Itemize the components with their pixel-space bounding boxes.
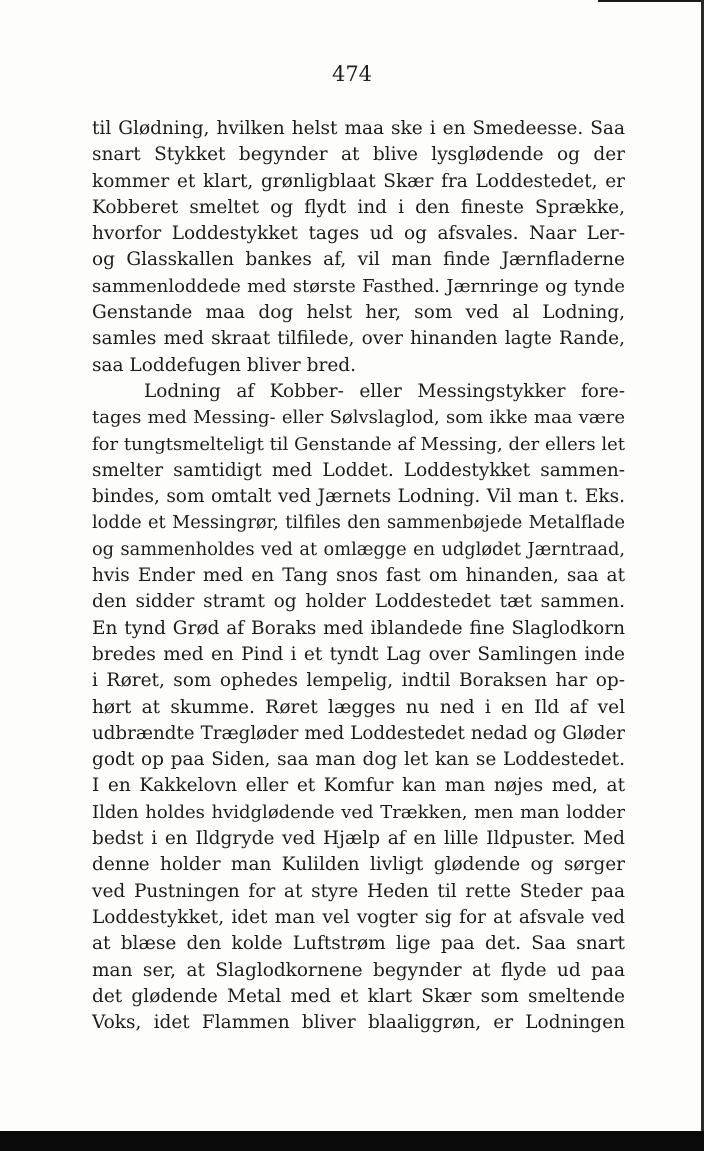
body-text	[92, 116, 625, 1036]
text-line: smelter samtidigt med Loddet. Loddestykket sammen-	[92, 459, 625, 481]
text-line: En tynd Grød af Boraks med iblandede fine Slaglodkorn	[92, 617, 625, 639]
text-line: hvorfor Loddestykket tages ud og afsvales. Naar Ler-	[92, 223, 625, 245]
text-line: til Glødning, hvilken helst maa ske i en Smedeesse. Saa	[92, 118, 625, 139]
text-line: sammenloddede med største Fasthed. Jærnringe og tynde	[92, 275, 625, 297]
text-line: denne holder man Kulilden livligt glødende og sørger	[92, 854, 625, 876]
text-line: ved Pustningen for at styre Heden til rette Steder paa	[92, 880, 625, 902]
text-line: lodde et Messingrør, tilfiles den sammenbøjede Metalflade	[92, 513, 625, 534]
text-line: Loddestykket, idet man vel vogter sig for at afsvale ved	[92, 906, 625, 928]
text-line: bedst i en Ildgryde ved Hjælp af en lille Ildpuster. Med	[92, 828, 625, 850]
text-line: hørt at skumme. Røret lægges nu ned i en Ild af vel	[92, 696, 625, 718]
text-line: Kobberet smeltet og flydt ind i den fineste Sprække,	[92, 196, 625, 218]
text-line: den sidder stramt og holder Loddestedet tæt sammen.	[92, 591, 625, 613]
text-line-paragraph-start: Lodning af Kobber- eller Messingstykker fore-	[144, 380, 625, 402]
text-line: bredes med en Pind i et tyndt Lag over Samlingen inde	[92, 643, 625, 665]
text-line: at blæse den kolde Luftstrøm lige paa det. Saa snart	[92, 933, 625, 955]
text-line: I en Kakkelovn eller et Komfur kan man nøjes med, at	[92, 775, 625, 797]
text-line: Ilden holdes hvidglødende ved Trækken, men man lodder	[92, 801, 625, 823]
text-line: tages med Messing- eller Sølvslaglod, som ikke maa være	[92, 407, 625, 429]
top-edge-rule	[598, 0, 704, 2]
text-line: snart Stykket begynder at blive lysglødende og der	[92, 144, 625, 166]
text-line: i Røret, som ophedes lempelig, indtil Boraksen har op-	[92, 670, 625, 692]
text-line: for tungtsmelteligt til Genstande af Messing, der ellers let	[92, 433, 625, 455]
text-line: kommer et klart, grønligblaat Skær fra Loddestedet, er	[92, 170, 625, 192]
text-line: hvis Ender med en Tang snos fast om hinanden, saa at	[92, 565, 625, 587]
text-line: og Glasskallen bankes af, vil man finde Jærnfladerne	[92, 249, 625, 271]
text-line: og sammenholdes ved at omlægge en udglødet Jærntraad,	[92, 539, 625, 560]
page-number: 474	[331, 62, 373, 86]
text-line: samles med skraat tilfilede, over hinanden lagte Rande,	[92, 328, 625, 350]
text-line: det glødende Metal med et klart Skær som smeltende	[92, 985, 625, 1007]
text-line: udbrændte Trægløder med Loddestedet nedad og Gløder	[92, 722, 625, 744]
text-line: saa Loddefugen bliver bred.	[92, 354, 356, 376]
text-line: Genstande maa dog helst her, som ved al Lodning,	[92, 302, 625, 324]
text-line: bindes, som omtalt ved Jærnets Lodning. Vil man t. Eks.	[92, 486, 625, 508]
text-line: Voks, idet Flammen bliver blaaliggrøn, er Lodningen	[92, 1012, 625, 1034]
text-line: man ser, at Slaglodkornene begynder at flyde ud paa	[92, 959, 625, 981]
text-line: godt op paa Siden, saa man dog let kan se Loddestedet.	[92, 749, 625, 771]
bottom-scan-edge	[0, 1131, 704, 1151]
